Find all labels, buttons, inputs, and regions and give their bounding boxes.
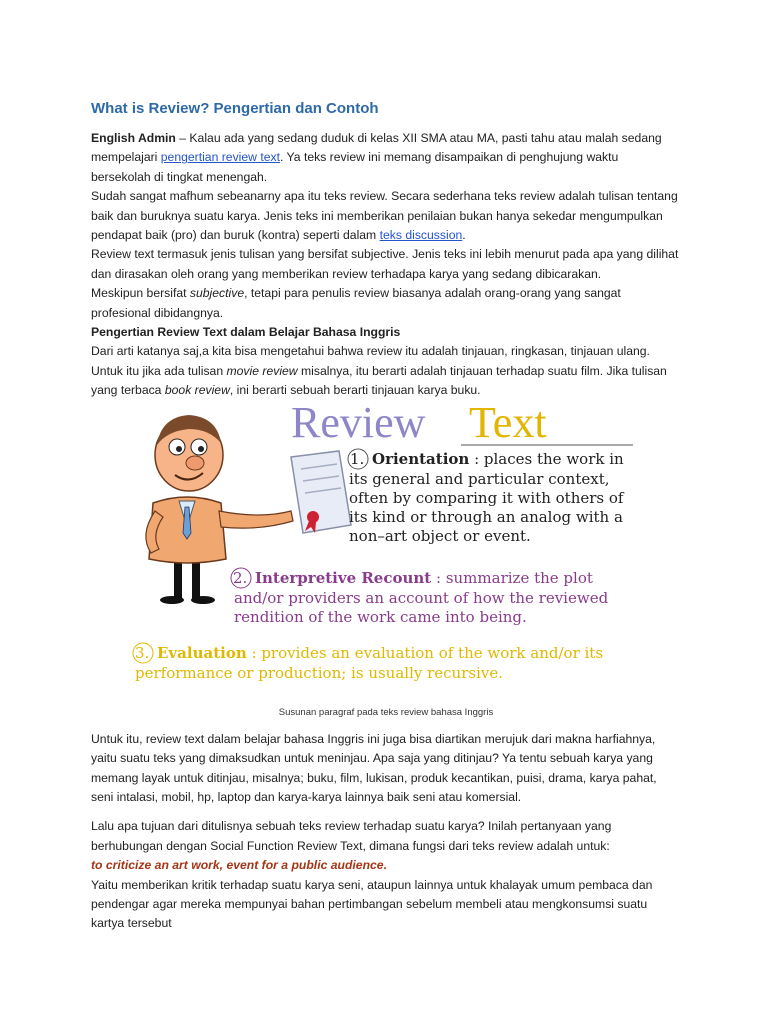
figure-caption: Susunan paragraf pada teks review bahasa Inggris — [278, 706, 494, 718]
section-1-line-5: non–art object or event. — [349, 526, 531, 545]
paragraph-meaning: Dari arti katanya saj,a kita bisa mengetahui bahwa review itu adalah tinjauan, ringkasan, tinjauan ulang. Untuk itu jika ada tulisan movie review misalnya, itu berarti adalah tinjauan terhadap suatu film. Jika tulisan yang terbaca book review, ini berarti sebuah berarti tinjauan karya buku. — [91, 344, 667, 398]
link-pengertian-review-text[interactable]: pengertian review text — [160, 150, 280, 165]
section-3-line-2: performance or production; is usually recursive. — [135, 663, 504, 682]
paragraph-kritik: Yaitu memberikan kritik terhadap suatu karya seni, ataupun lainnya untuk khalayak umum pembaca dan pendengar agar mereka mempunyai bahan pertimbangan sebelum membeli atau mengkonsumsi suatu kartya tersebut — [91, 877, 653, 931]
figure-title-review: Review — [291, 406, 426, 447]
paragraph-tujuan: Lalu apa tujuan dari ditulisnya sebuah teks review terhadap suatu karya? Inilah pertanyaan yang berhubungan dengan Social Function Review Text, dimana fungsi dari teks review adalah untuk: — [91, 819, 612, 853]
section-1-number: 1. — [350, 449, 365, 468]
section-1-heading: Orientation — [372, 449, 470, 468]
figure-graphic — [91, 407, 681, 707]
subheading: Pengertian Review Text dalam Belajar Bahasa Inggris — [91, 325, 401, 340]
section-1-line-1: : places the work in — [469, 449, 624, 468]
certificate-icon — [291, 451, 351, 533]
section-2-line-1: : summarize the plot — [431, 568, 593, 587]
paragraph-intro: English Admin – Kalau ada yang sedang duduk di kelas XII SMA atau MA, pasti tahu atau malah sedang mempelajari pengertian review text. Ya teks review ini memang disampaikan di penghujung waktu bersekolah di tingkat menengah. — [91, 131, 662, 184]
paragraph-subjective: Review text termasuk jenis tulisan yang bersifat subjective. Jenis teks ini lebih menurut pada apa yang dilihat dan dirasakan oleh orang yang memberikan review terhadapa karya yang sedang dibicarakan. — [91, 247, 679, 281]
paragraph-professional: Meskipun bersifat subjective, tetapi para penulis review biasanya adalah orang-orang yang sangat profesional dibidangnya. — [91, 286, 621, 320]
paragraph-harfiah: Untuk itu, review text dalam belajar bahasa Inggris ini juga bisa diartikan merujuk dari makna harfiahnya, yaitu suatu teks yang dimaksudkan untuk meninjau. Apa saja yang ditinjau? Ya tentu sebuah karya yang memang layak untuk ditinjau, misalnya; buku, film, lukisan, produk kecantikan, puisi, drama, karya pahat, seni intalasi, mobil, hp, laptop dan karya-karya lainnya baik seni atau komersial. — [91, 731, 657, 804]
section-1-line-2: its general and particular context, — [349, 469, 610, 488]
article — [91, 100, 681, 934]
section-1-line-4: its kind or through an analog with a — [349, 507, 623, 526]
section-2-line-2: and/or providers an account of how the reviewed — [234, 588, 609, 607]
figure-title-text: Text — [469, 406, 547, 447]
svg-text:Orientation : places the work — [372, 450, 624, 468]
section-3-heading: Evaluation — [157, 643, 247, 662]
section-2-heading: Interpretive Recount — [255, 568, 432, 587]
link-teks-discussion[interactable]: teks discussion — [379, 228, 463, 243]
section-1-line-3: often by comparing it with others of — [349, 488, 624, 507]
section-3-number: 3. — [135, 643, 150, 662]
social-function-highlight: to criticize an art work, event for a public audience. — [91, 858, 387, 873]
section-3-line-1: : provides an evaluation of the work and/or its — [246, 643, 604, 662]
section-2-line-3: rendition of the work came into being. — [234, 607, 527, 626]
svg-text:Interpretive Recount : summari — [255, 569, 593, 587]
paragraph-definition: Sudah sangat mafhum sebeanarny apa itu teks review. Secara sederhana teks review adalah tulisan tentang baik dan buruknya suatu karya. Jenis teks ini memberikan penilaian bukan hanya sekedar mengumpulkan pendapat baik (pro) dan buruk (kontra) seperti dalam teks discussion. — [91, 189, 678, 243]
article-title: What is Review? Pengertian dan Contoh — [91, 100, 379, 117]
svg-text:Evaluation : provides an evalu — [157, 644, 603, 662]
author-name: English Admin — [91, 131, 176, 145]
section-2-number: 2. — [233, 568, 248, 587]
review-text-figure — [91, 407, 681, 707]
